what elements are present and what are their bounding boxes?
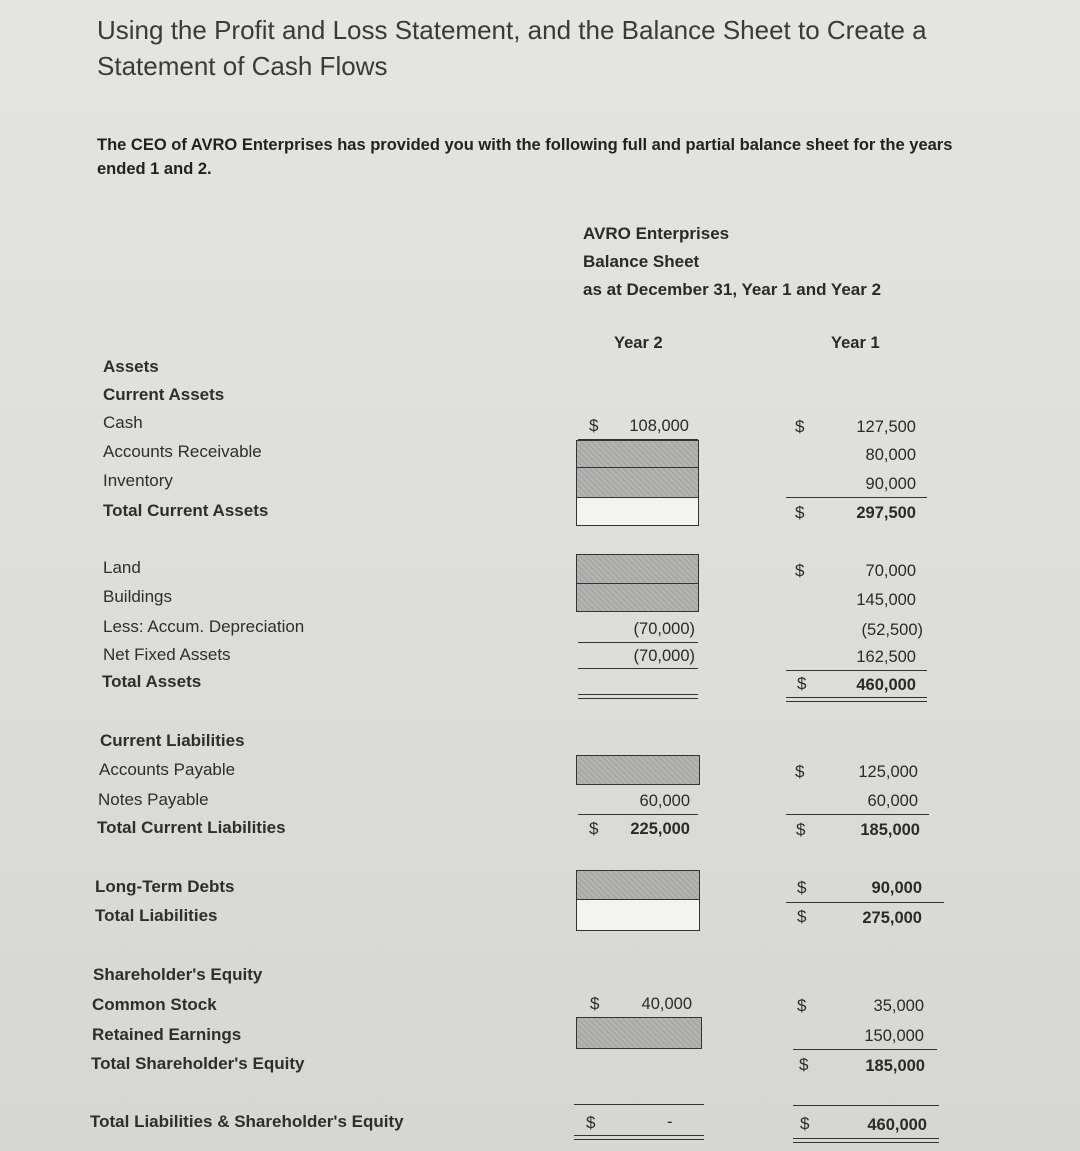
dollar-sign: $	[800, 1114, 810, 1133]
underline	[574, 1104, 704, 1105]
dollar-sign: $	[586, 1113, 596, 1132]
dollar-sign: $	[797, 878, 807, 897]
sheet-title: Balance Sheet	[583, 252, 700, 271]
value-common-stock-year1: 35,000	[873, 997, 924, 1015]
company-name: AVRO Enterprises	[583, 224, 730, 243]
value-notes-payable-year2: 60,000	[639, 792, 690, 810]
label-cash: Cash	[103, 413, 143, 432]
value-common-stock-year2: 40,000	[641, 995, 692, 1013]
column-header-year1: Year 1	[831, 334, 880, 352]
dollar-sign: $	[797, 996, 807, 1015]
value-accounts-receivable-year1: 80,000	[865, 446, 916, 464]
value-total-current-liabilities-year1: 185,000	[860, 821, 920, 839]
label-accum-depreciation: Less: Accum. Depreciation	[103, 617, 305, 636]
label-total-assets: Total Assets	[102, 672, 202, 691]
input-box-buildings-year2[interactable]	[576, 583, 699, 612]
section-assets: Assets	[103, 357, 159, 376]
section-current-assets: Current Assets	[103, 385, 225, 404]
value-cash-year1: 127,500	[856, 418, 916, 436]
label-accounts-receivable: Accounts Receivable	[103, 442, 262, 461]
value-total-liabilities-and-equity-year1: 460,000	[867, 1116, 927, 1134]
label-buildings: Buildings	[103, 587, 172, 606]
dollar-sign: $	[590, 994, 600, 1013]
value-net-fixed-assets-year1: 162,500	[856, 648, 916, 666]
value-accum-depreciation-year2: (70,000)	[633, 620, 695, 638]
sheet-header	[583, 220, 881, 304]
input-box-inventory-year2[interactable]	[576, 467, 699, 498]
dollar-sign: $	[799, 1055, 809, 1074]
double-underline	[793, 1138, 939, 1143]
value-inventory-year1: 90,000	[865, 475, 916, 493]
input-box-accounts-receivable-year2[interactable]	[576, 440, 699, 469]
underline	[578, 642, 698, 643]
label-total-liabilities: Total Liabilities	[95, 906, 218, 925]
dollar-sign: $	[796, 820, 806, 839]
value-total-liabilities-and-equity-year2: -	[667, 1113, 673, 1131]
value-cash-year2: 108,000	[629, 417, 689, 435]
input-box-land-year2[interactable]	[576, 554, 699, 584]
dollar-sign: $	[795, 503, 805, 522]
double-underline	[574, 1135, 704, 1140]
column-header-year2: Year 2	[614, 334, 663, 352]
dollar-sign: $	[795, 417, 805, 436]
label-retained-earnings: Retained Earnings	[92, 1025, 242, 1044]
value-total-assets-year1: 460,000	[856, 676, 916, 694]
value-total-shareholders-equity-year1: 185,000	[865, 1057, 925, 1075]
value-retained-earnings-year1: 150,000	[864, 1027, 924, 1045]
section-current-liabilities: Current Liabilities	[100, 731, 245, 750]
value-buildings-year1: 145,000	[856, 591, 916, 609]
label-land: Land	[103, 558, 141, 577]
intro-paragraph: The CEO of AVRO Enterprises has provided you with the following full and partial balance sheet for the years ended 1 and 2.	[97, 136, 953, 178]
input-box-long-term-debts-year2[interactable]	[576, 870, 700, 901]
label-accounts-payable: Accounts Payable	[99, 760, 236, 779]
dollar-sign: $	[795, 561, 805, 580]
input-box-total-liabilities-year2[interactable]	[576, 899, 700, 931]
label-total-current-assets: Total Current Assets	[103, 501, 269, 520]
underline	[793, 1105, 939, 1106]
page-title: Using the Profit and Loss Statement, and the Balance Sheet to Create a Statement of Cash Flows	[97, 15, 927, 81]
underline	[578, 668, 698, 669]
label-common-stock: Common Stock	[92, 995, 217, 1014]
sheet-period: as at December 31, Year 1 and Year 2	[583, 280, 882, 299]
underline	[786, 902, 944, 903]
value-land-year1: 70,000	[865, 562, 916, 580]
label-total-current-liabilities: Total Current Liabilities	[97, 818, 286, 837]
double-underline	[578, 694, 698, 699]
underline	[786, 814, 929, 815]
input-box-retained-earnings-year2[interactable]	[576, 1017, 702, 1049]
value-long-term-debts-year1: 90,000	[871, 879, 922, 897]
value-accum-depreciation-year1: (52,500)	[861, 621, 923, 639]
underline	[786, 670, 927, 671]
label-total-shareholders-equity: Total Shareholder's Equity	[91, 1054, 305, 1073]
section-shareholders-equity: Shareholder's Equity	[93, 965, 263, 984]
dollar-sign: $	[589, 819, 599, 838]
dollar-sign: $	[795, 762, 805, 781]
label-notes-payable: Notes Payable	[98, 790, 209, 809]
value-total-liabilities-year1: 275,000	[862, 909, 922, 927]
value-total-current-liabilities-year2: 225,000	[630, 820, 690, 838]
double-underline	[786, 697, 927, 702]
label-net-fixed-assets: Net Fixed Assets	[103, 645, 231, 664]
value-net-fixed-assets-year2: (70,000)	[633, 647, 695, 665]
value-total-current-assets-year1: 297,500	[856, 504, 916, 522]
underline	[786, 497, 927, 498]
dollar-sign: $	[797, 674, 807, 693]
label-total-liabilities-and-equity: Total Liabilities & Shareholder's Equity	[90, 1112, 404, 1131]
underline	[793, 1049, 937, 1050]
underline	[578, 814, 698, 815]
input-box-total-current-assets-year2[interactable]	[576, 497, 699, 526]
value-notes-payable-year1: 60,000	[867, 792, 918, 810]
input-box-accounts-payable-year2[interactable]	[576, 755, 700, 785]
label-inventory: Inventory	[103, 471, 173, 490]
label-long-term-debts: Long-Term Debts	[95, 877, 235, 896]
dollar-sign: $	[589, 416, 599, 435]
value-accounts-payable-year1: 125,000	[858, 763, 918, 781]
dollar-sign: $	[797, 907, 807, 926]
